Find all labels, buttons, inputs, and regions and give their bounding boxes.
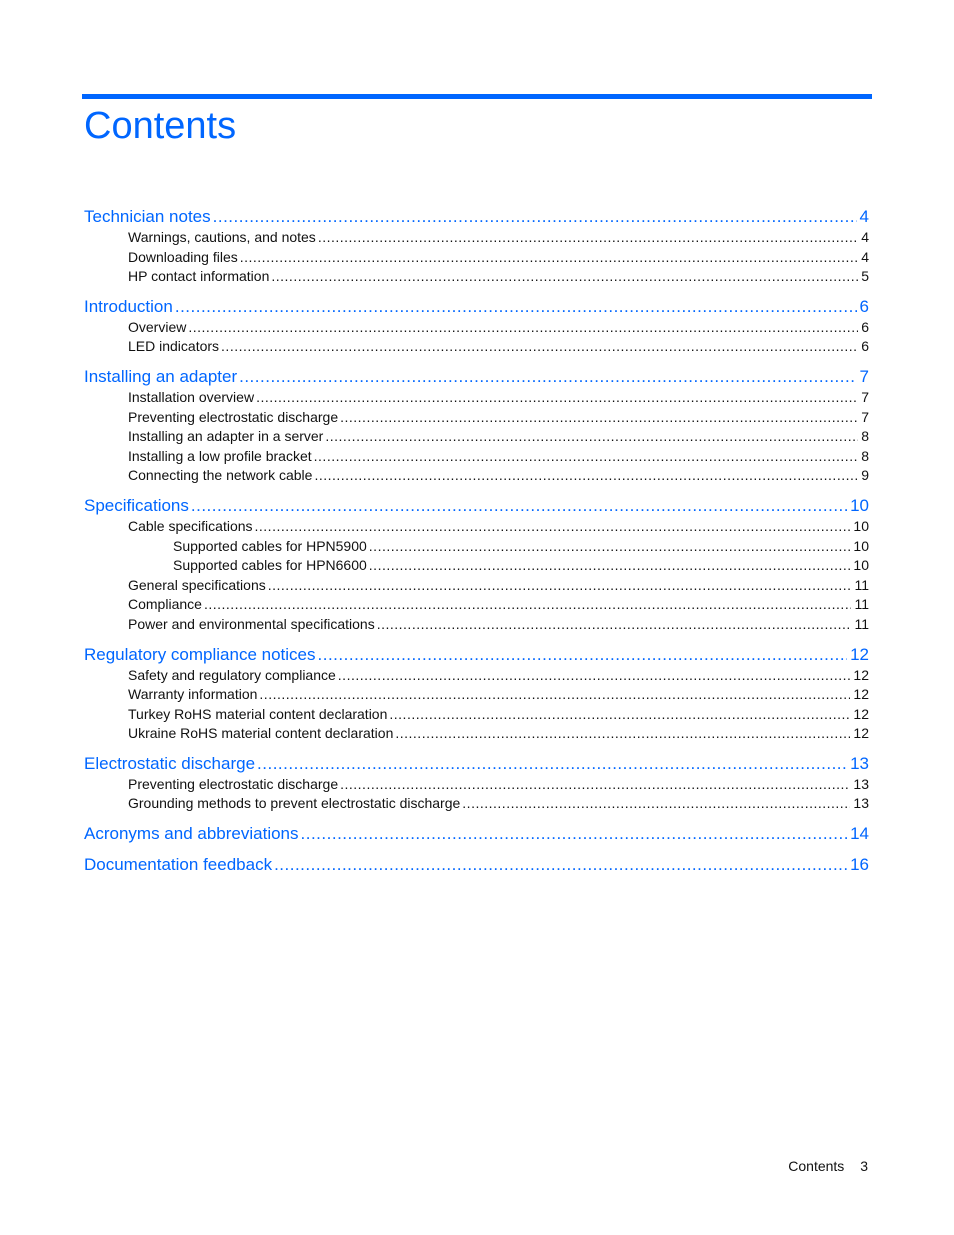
toc-entry-page-number: 6 (861, 338, 869, 355)
footer-section-label: Contents (788, 1158, 845, 1174)
dot-leader (255, 517, 851, 537)
toc-subsection-link[interactable] (84, 517, 869, 537)
toc-entry-label: Ukraine RoHS material content declaration (128, 725, 394, 742)
toc-section-link[interactable] (84, 853, 869, 876)
toc-entry-label: Installation overview (128, 388, 255, 405)
toc-entry-page-number: 12 (850, 644, 869, 664)
dot-leader (204, 595, 852, 615)
toc-entry-page-number: 7 (861, 408, 869, 425)
toc-entry-label: Documentation feedback (84, 855, 273, 875)
dot-leader (213, 205, 857, 228)
dot-leader (268, 576, 852, 596)
toc-entry-label: Downloading files (128, 248, 238, 265)
dot-leader (257, 752, 847, 775)
toc-entry-page-number: 12 (853, 686, 869, 703)
toc-entry-page-number: 12 (853, 705, 869, 722)
toc-subsection-link[interactable] (84, 337, 869, 357)
toc-entry-label: HP contact information (128, 268, 270, 285)
toc-entry-page-number: 11 (854, 596, 869, 613)
toc-section-link[interactable] (84, 295, 869, 318)
toc-entry-label: Acronyms and abbreviations (84, 824, 299, 844)
dot-leader (314, 447, 859, 467)
toc-section-link[interactable] (84, 365, 869, 388)
toc-entry-label: Connecting the network cable (128, 467, 313, 484)
toc-subsection-link[interactable] (84, 685, 869, 705)
dot-leader (462, 794, 850, 814)
dot-leader (191, 494, 847, 517)
toc-section-link[interactable] (84, 643, 869, 666)
toc-entry-page-number: 8 (861, 447, 869, 464)
toc-subsection-link[interactable] (84, 427, 869, 447)
dot-leader (175, 295, 857, 318)
toc-entry-page-number: 11 (854, 576, 869, 593)
dot-leader (389, 705, 850, 725)
table-of-contents (84, 205, 869, 876)
toc-entry-page-number: 13 (853, 775, 869, 792)
toc-entry-label: Specifications (84, 495, 189, 515)
toc-entry-page-number: 12 (853, 666, 869, 683)
dot-leader (256, 388, 858, 408)
toc-section-link[interactable] (84, 205, 869, 228)
toc-entry-label: Safety and regulatory compliance (128, 666, 336, 683)
toc-entry-label: Installing an adapter in a server (128, 428, 324, 445)
dot-leader (340, 408, 858, 428)
dot-leader (240, 248, 858, 268)
footer-page-number: 3 (860, 1158, 868, 1174)
toc-entry-page-number: 7 (861, 388, 869, 405)
toc-entry-label: Grounding methods to prevent electrostatic discharge (128, 795, 461, 812)
toc-entry-label: Preventing electrostatic discharge (128, 408, 339, 425)
dot-leader (188, 318, 858, 338)
toc-subsection-link[interactable] (84, 666, 869, 686)
toc-entry-page-number: 16 (850, 855, 869, 875)
toc-entry-page-number: 9 (861, 467, 869, 484)
dot-leader (259, 685, 850, 705)
toc-entry-page-number: 4 (861, 248, 869, 265)
dot-leader (318, 228, 858, 248)
toc-entry-label: Supported cables for HPN5900 (173, 537, 367, 554)
toc-entry-page-number: 5 (861, 268, 869, 285)
dot-leader (395, 724, 850, 744)
toc-subsection-link[interactable] (84, 705, 869, 725)
toc-entry-page-number: 6 (861, 318, 869, 335)
toc-entry-label: Technician notes (84, 207, 211, 226)
toc-subsection-link[interactable] (84, 775, 869, 795)
toc-entry-label: Supported cables for HPN6600 (173, 557, 367, 574)
page-title: Contents (84, 105, 237, 147)
toc-entry-label: Installing a low profile bracket (128, 447, 312, 464)
toc-subsection-link[interactable] (84, 615, 869, 635)
toc-entry-page-number: 11 (854, 615, 869, 632)
toc-entry-label: Regulatory compliance notices (84, 644, 316, 664)
dot-leader (301, 822, 848, 845)
toc-subsection-link[interactable] (84, 248, 869, 268)
toc-entry-page-number: 12 (853, 725, 869, 742)
toc-entry-page-number: 4 (861, 229, 869, 245)
toc-subsection-link[interactable] (84, 388, 869, 408)
toc-entry-label: Overview (128, 318, 187, 335)
dot-leader (369, 537, 851, 557)
toc-entry-page-number: 13 (853, 795, 869, 812)
toc-entry-page-number: 13 (850, 753, 869, 773)
toc-subsection-link[interactable] (84, 408, 869, 428)
dot-leader (271, 267, 858, 287)
page-footer (788, 1158, 868, 1174)
toc-entry-page-number: 6 (859, 296, 869, 316)
toc-entry-label: Installing an adapter (84, 366, 238, 386)
toc-entry-page-number: 8 (861, 428, 869, 445)
dot-leader (377, 615, 852, 635)
toc-subsubsection-link[interactable] (84, 537, 869, 557)
toc-subsection-link[interactable] (84, 724, 869, 744)
toc-entry-label: Compliance (128, 596, 202, 613)
toc-subsection-link[interactable] (84, 576, 869, 596)
toc-section-link[interactable] (84, 822, 869, 845)
toc-entry-page-number: 7 (859, 366, 869, 386)
dot-leader (340, 775, 850, 795)
toc-subsection-link[interactable] (84, 794, 869, 814)
toc-entry-label: Power and environmental specifications (128, 615, 375, 632)
toc-subsection-link[interactable] (84, 595, 869, 615)
toc-entry-label: Introduction (84, 296, 173, 316)
toc-section-link[interactable] (84, 752, 869, 775)
toc-subsection-link[interactable] (84, 466, 869, 486)
dot-leader (239, 365, 856, 388)
toc-entry-label: General specifications (128, 576, 266, 593)
toc-entry-label: Cable specifications (128, 517, 253, 534)
toc-entry-label: Preventing electrostatic discharge (128, 775, 339, 792)
dot-leader (325, 427, 858, 447)
dot-leader (318, 643, 848, 666)
toc-section-link[interactable] (84, 494, 869, 517)
toc-entry-page-number: 4 (859, 207, 869, 226)
toc-subsection-link[interactable] (84, 228, 869, 248)
dot-leader (338, 666, 851, 686)
toc-entry-page-number: 10 (853, 557, 869, 574)
toc-entry-label: Electrostatic discharge (84, 753, 256, 773)
dot-leader (274, 853, 847, 876)
toc-entry-page-number: 10 (850, 495, 869, 515)
dot-leader (314, 466, 858, 486)
dot-leader (221, 337, 858, 357)
title-rule (82, 94, 872, 99)
toc-subsubsection-link[interactable] (84, 556, 869, 576)
dot-leader (369, 556, 851, 576)
toc-subsection-link[interactable] (84, 267, 869, 287)
toc-entry-label: Warranty information (128, 686, 258, 703)
toc-entry-page-number: 14 (850, 824, 869, 844)
toc-subsection-link[interactable] (84, 447, 869, 467)
toc-entry-page-number: 10 (853, 537, 869, 554)
toc-entry-label: Warnings, cautions, and notes (128, 229, 316, 245)
toc-entry-page-number: 10 (853, 517, 869, 534)
toc-entry-label: Turkey RoHS material content declaration (128, 705, 388, 722)
toc-subsection-link[interactable] (84, 318, 869, 338)
toc-entry-label: LED indicators (128, 338, 220, 355)
